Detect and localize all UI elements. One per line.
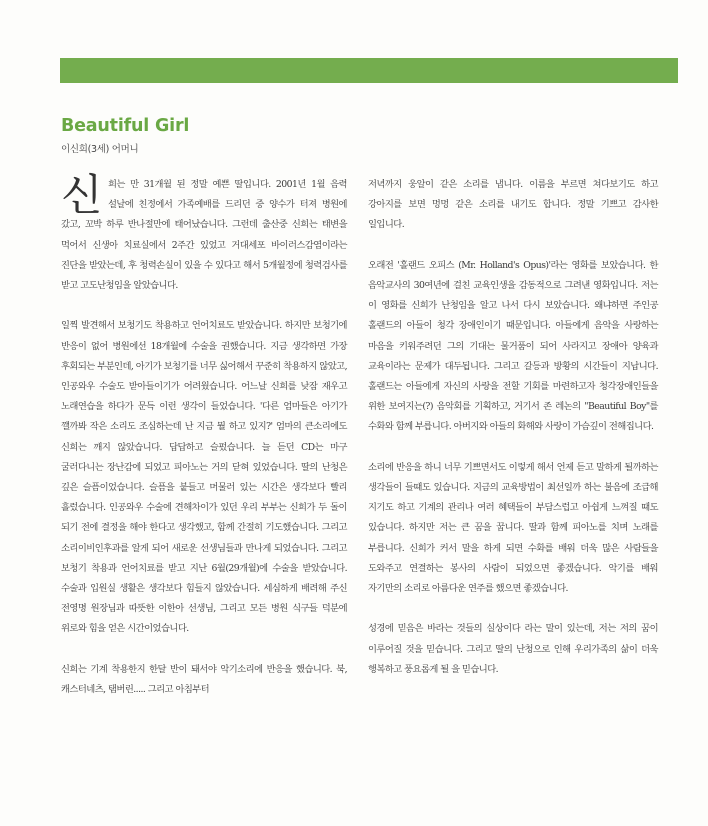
article-author: 이신희(3세) 어머니 xyxy=(61,144,139,155)
paragraph: 신희는 기계 착용한지 한달 반이 돼서야 악기소리에 반응을 했습니다. 북, 캐스터네츠, 탬버린..... 그리고 아침부터 xyxy=(61,663,347,696)
drop-cap: 신 xyxy=(61,171,102,221)
paragraph: 저녁까지 웅알이 같은 소리를 냅니다. 이름을 부르면 쳐다보기도 하고 강아지를 보면 멍멍 같은 소리를 내기도 합니다. 정말 기쁘고 감사한 일입니다. xyxy=(368,179,658,231)
paragraph: 오래전 '홀랜드 오피스 (Mr. Holland's Opus)'라는 영화를 보았습니다. 한 음악교사의 30여년에 걸친 교육인생을 감동적으로 그려낸 영화입니다. 저는 이 영화를 신희가 난청임을 알고 나서 다시 보았습니다. 왜냐하면 주인공 홀랜드의 아들이 청각 장애인이기 때문입니다. 아들에게 음악을 사랑하는 마음을 키워주려던 그의 기대는 물거품이 되어 사라지고 장애아 양육과 교육이라는 문제가 대두됩니다. 그리고 갈등과 방황의 시간들이 지납니다. 홀랜드는 아들에게 자신의 사랑을 전할 기회를 마련하고자 청각장애인들을 위한 보여지는(?) 음악회를 기획하고, 거기서 존 레논의 "Beautiful Boy"를 수화와 함께 부릅니다. 아버지와 아들의 화해와 사랑이 가슴깊이 전해집니다. xyxy=(368,259,658,433)
right-column xyxy=(368,175,658,700)
header-band xyxy=(60,58,678,83)
paragraph: 성경에 믿음은 바라는 것들의 실상이다 라는 말이 있는데, 저는 저의 꿈이 이루어질 것을 믿습니다. 그리고 딸의 난청으로 인해 우리가족의 삶이 더욱 행복하고 풍요롭게 될 을 믿습니다. xyxy=(368,623,658,675)
paragraph-text: 희는 만 31개월 된 정말 예쁜 딸입니다. 2001년 1월 음력 설날에 친정에서 가족예배를 드리던 중 양수가 터져 병원에 갔고, 꼬박 하루 반나절만에 태어났습니다. 그런데 출산중 신희는 태변을 먹어서 신생아 치료실에서 2주간 있었고 거대세포 바이러스감염이라는 진단을 받았는데, 후 청력손실이 있을 수 있다고 해서 5개월정에 청력검사를 받고 고도난청임을 알았습니다. xyxy=(61,179,347,292)
paragraph xyxy=(61,171,347,296)
paragraph: 일찍 발견해서 보청기도 착용하고 언어치료도 받았습니다. 하지만 보청기에 반응이 없어 병원에선 18개월에 수술을 권했습니다. 지금 생각하면 가장 후회되는 부분인데, 아기가 보청기를 너무 싫어해서 꾸준히 착용하지 않았고, 인공와우 수술도 받아들이기가 어려웠습니다. 어느날 신희를 낮잠 재우고 노래연습을 하다가 문득 이런 생각이 들었습니다. '다른 엄마들은 아기가 깰까봐 작은 소리도 조심하는데 난 지금 뭘 하고 있지?' 엄마의 큰소리에도 신희는 깨지 않았습니다. 답답하고 슬펐습니다. 늘 듣던 CD는 마구 굴러다니는 장난감에 되었고 피아노는 거의 닫혀 있었습니다. 딸의 난청은 깊은 슬픔이었습니다. 슬픔을 붙들고 머물러 있는 시간은 생각보다 빨리 흘렀습니다. 인공와우 수술에 견해차이가 있던 우리 부부는 신희가 두 돌이 되기 전에 결정을 해야 한다고 생각했고, 함께 간절히 기도했습니다. 그리고 소리이비인후과를 알게 되어 새로운 선생님들과 만나게 되었습니다. 그리고 보청기 착용과 언어치료를 받고 지난 6월(29개월)에 수술을 받았습니다. 수술과 입원실 생활은 생각보다 힘들지 않았습니다. 세심하게 배려해 주신 전영명 원장님과 따뜻한 이한아 선생님, 그리고 모든 병원 식구들 덕분에 위로와 힘을 얻은 시간이었습니다. xyxy=(61,320,347,635)
paragraph: 소리에 반응을 하니 너무 기쁘면서도 이렇게 해서 언제 듣고 말하게 될까하는 생각들이 들때도 있습니다. 지금의 교육방법이 최선일까 하는 불음에 조급해 지기도 하고 기계의 관리나 여러 혜택들이 부담스럽고 아쉽게 느껴질 때도 있습니다. 하지만 저는 큰 꿈을 꿉니다. 딸과 함께 피아노를 치며 노래를 부릅니다. 신희가 커서 말을 하게 되면 수화를 배워 더욱 많은 사람들을 도와주고 연결하는 봉사의 사람이 되었으면 좋겠습니다. 악기를 배워 자기만의 소리로 아름다운 연주를 했으면 좋겠습니다. xyxy=(368,461,658,595)
left-column xyxy=(61,171,347,720)
article-title: Beautiful Girl xyxy=(61,116,190,136)
